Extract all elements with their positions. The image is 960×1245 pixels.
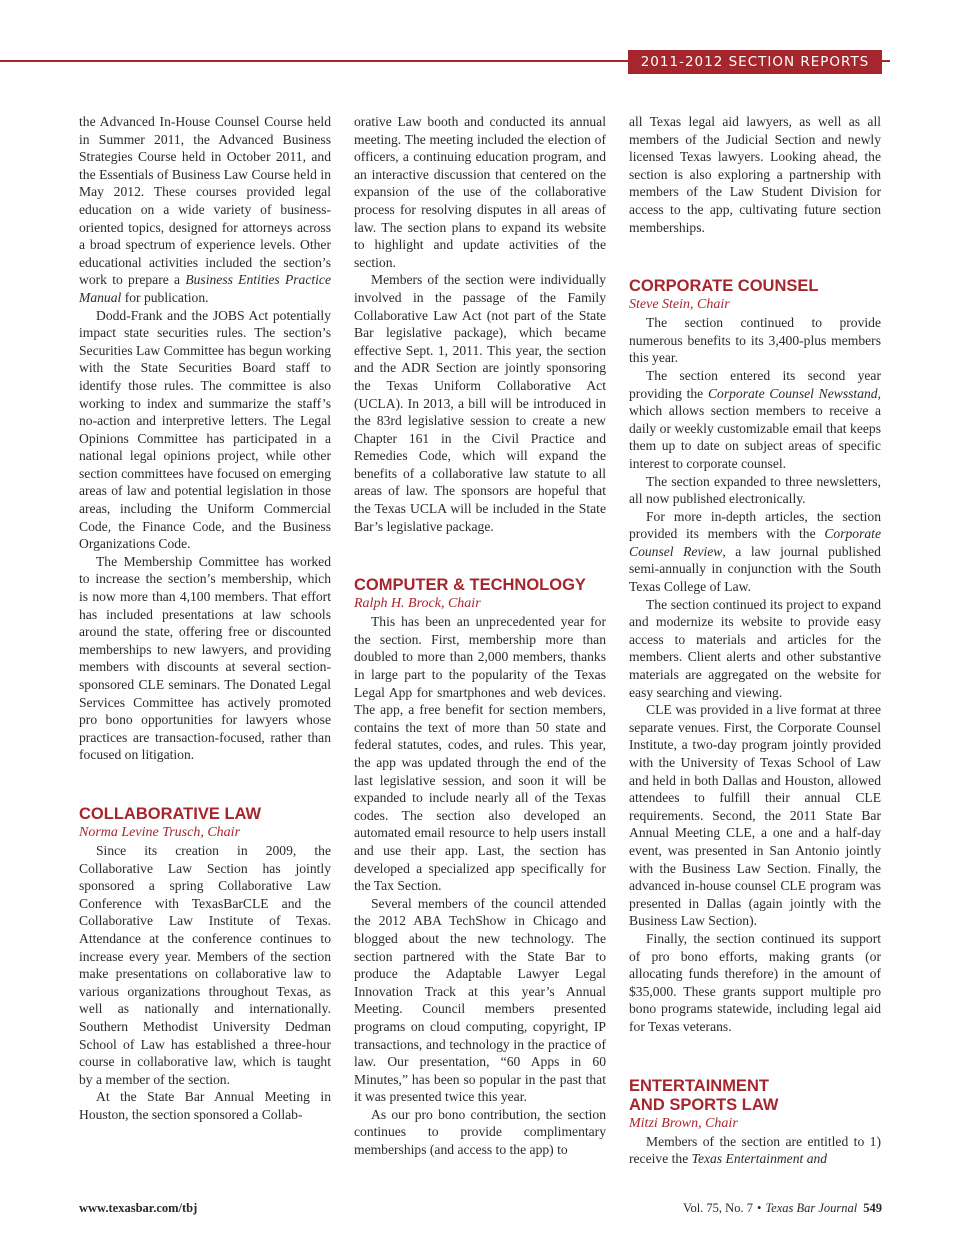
- paragraph: Several members of the council attended the 2012 ABA TechShow in Chicago and blogged about the new technology. The section partnered with the State Bar to produce the Adaptable Lawyer Legal Innovation Track at this year’s Annual Meeting. Council members presented programs on cloud computing, copyright, IP transactions, and technology in the practice of law. Our presentation, “60 Apps in 60 Minutes,” has been so popular in the past that it was presented twice this year.: [354, 895, 606, 1105]
- paragraph: For more in-depth articles, the section provided its members with the Corporate Counsel Review, a law journal published semi-annually in conjunction with the South Texas College of Law.: [629, 508, 881, 595]
- paragraph: all Texas legal aid lawyers, as well as all members of the Judicial Section and newly licensed Texas lawyers. Looking ahead, the section is also exploring a partnership with members of the Law Student Division for access to the app, cultivating future section memberships.: [629, 114, 881, 235]
- paragraph: CLE was provided in a live format at three separate venues. First, the Corporate Counsel Institute, a two-day program jointly provided with the University of Texas School of Law and held in both Dallas and Houston, allowed attendees to fulfill their annual CLE requirements. Second, the 2011 State Bar Annual Meeting CLE, a one and a half-day event, was presented in San Antonio jointly with the Business Law Section. Finally, the advanced in-house counsel CLE program was presented in Dallas (again jointly with the Business Law Section).: [629, 702, 881, 929]
- footer-url: www.texasbar.com/tbj: [79, 1201, 198, 1215]
- section-chair: Ralph H. Brock, Chair: [354, 596, 481, 612]
- paragraph: The Membership Committee has worked to increase the section’s membership, which is now more than 4,100 members. That effort has included presentations at law schools around the state, offering free or discounted memberships to new lawyers, and providing members with discounts at several section-sponsored CLE seminars. The Donated Legal Services Committee has actively promoted pro bono opportunities for lawyers whose practices are transaction-focused, rather than focused on litigation.: [79, 553, 331, 763]
- column-2: [354, 113, 606, 1159]
- paragraph: orative Law booth and conducted its annual meeting. The meeting included the election of officers, a continuing education program, and an interactive discussion that centered on the expansion of the use of the collaborative process for resolving disputes in all areas of law. The section plans to expand its website to highlight and update activities of the section.: [354, 114, 606, 270]
- paragraph: This has been an unprecedented year for the section. First, membership more than doubled to more than 2,000 members, thanks in large part to the popularity of the Texas Legal App for smartphones and web devices. The app, a free benefit for section members, contains the text of more than 50 state and federal statutes, codes, and rules. This year, the app was updated through the end of the last legislative session, and soon it will be expanded to include nearly all of the Texas codes. The section also developed an automated email resource to help users install and use their app. Last, the section has developed a specialized app specifically for the Tax Section.: [354, 614, 606, 894]
- paragraph: Dodd-Frank and the JOBS Act potentially impact state securities rules. The section’s Securities Law Committee has begun working with the State Securities Board staff to identify those rules. The committee is also working to index and summarize the staff’s no-action and interpretive letters. The Legal Opinions Committee has participated in a national legal opinions project, while other section committees have focused on emerging areas of law and potential legislation in those areas, including the Uniform Commercial Code, the Finance Code, and the Business Organizations Code.: [79, 307, 331, 552]
- section-heading-entertainment-sports-law: ENTERTAINMENT AND SPORTS LAW: [629, 1076, 779, 1114]
- section-tag: 2011-2012 SECTION REPORTS: [628, 50, 882, 74]
- paragraph: Members of the section are entitled to 1) receive the Texas Entertainment and: [629, 1133, 881, 1167]
- footer-journal: Texas Bar Journal: [765, 1201, 858, 1215]
- paragraph: Members of the section were individually involved in the passage of the Family Collaborative Law Act (not part of the State Bar legislative package), which became effective Sept. 1, 2011. This year, the section and the ADR Section are jointly sponsoring the Texas Uniform Collaborative Act (UCLA). In 2013, a bill will be introduced in the 83rd legislative session to create a new Chapter 161 in the Civil Practice and Remedies Code, which will expand the benefits of a collaborative law statute to all areas of law. The sponsors are hopeful that the Texas UCLA will be included in the State Bar’s legislative package.: [354, 272, 606, 534]
- section-heading-collaborative-law: COLLABORATIVE LAW: [79, 804, 262, 823]
- paragraph: The section continued to provide numerous benefits to its 3,400-plus members this year.: [629, 315, 881, 366]
- section-heading-computer-technology: COMPUTER & TECHNOLOGY: [354, 576, 586, 595]
- footer-citation: [683, 1201, 882, 1216]
- paragraph: the Advanced In-House Counsel Course held in Summer 2011, the Advanced Business Strategies Course held in October 2011, and the Essentials of Business Law Course held in May 2012. These courses provided legal education on a wide variety of business-oriented topics, designed for attorneys across a broad spectrum of experience levels. Other educational activities included the section’s work to prepare a Business Entities Practice Manual for publication.: [79, 114, 331, 305]
- paragraph: As our pro bono contribution, the section continues to provide complimentary memberships (and access to the app) to: [354, 1106, 606, 1158]
- section-chair: Steve Stein, Chair: [629, 297, 730, 313]
- paragraph: At the State Bar Annual Meeting in Houston, the section sponsored a Collab-: [79, 1089, 331, 1122]
- section-heading-corporate-counsel: CORPORATE COUNSEL: [629, 277, 819, 296]
- paragraph: The section continued its project to expand and modernize its website to provide easy access to materials and articles for the members. Client alerts and other substantive materials are aggregated on the website for easy searching and viewing.: [629, 596, 881, 700]
- footer-volume: Vol. 75, No. 7: [683, 1201, 753, 1215]
- page-number: 549: [863, 1201, 882, 1215]
- paragraph: Since its creation in 2009, the Collaborative Law Section has jointly sponsored a spring Collaborative Law Conference with TexasBarCLE and the Collaborative Law Institute of Texas. Attendance at the conference continues to increase every year. Members of the section make presentations on collaborative law to various organizations throughout Texas, as well as nationally and internationally. Southern Methodist University Dedman School of Law has established a three-hour course in collaborative law, which is taught by a member of the section.: [79, 842, 331, 1087]
- column-3: [629, 113, 881, 1168]
- section-chair: Mitzi Brown, Chair: [629, 1115, 738, 1131]
- bullet-icon: •: [756, 1201, 762, 1215]
- paragraph: Finally, the section continued its support of pro bono efforts, making grants (or allocating funds therefore) in the amount of $35,000. These grants support multiple pro bono programs statewide, including legal aid for Texas veterans.: [629, 930, 881, 1034]
- column-1: [79, 113, 331, 1123]
- paragraph: The section expanded to three newsletters, all now published electronically.: [629, 473, 881, 507]
- section-chair: Norma Levine Trusch, Chair: [79, 824, 241, 840]
- paragraph: The section entered its second year providing the Corporate Counsel Newsstand, which allows section members to receive a daily or weekly customizable email that keeps them up to date on subject areas of specific interest to corporate counsel.: [629, 367, 881, 471]
